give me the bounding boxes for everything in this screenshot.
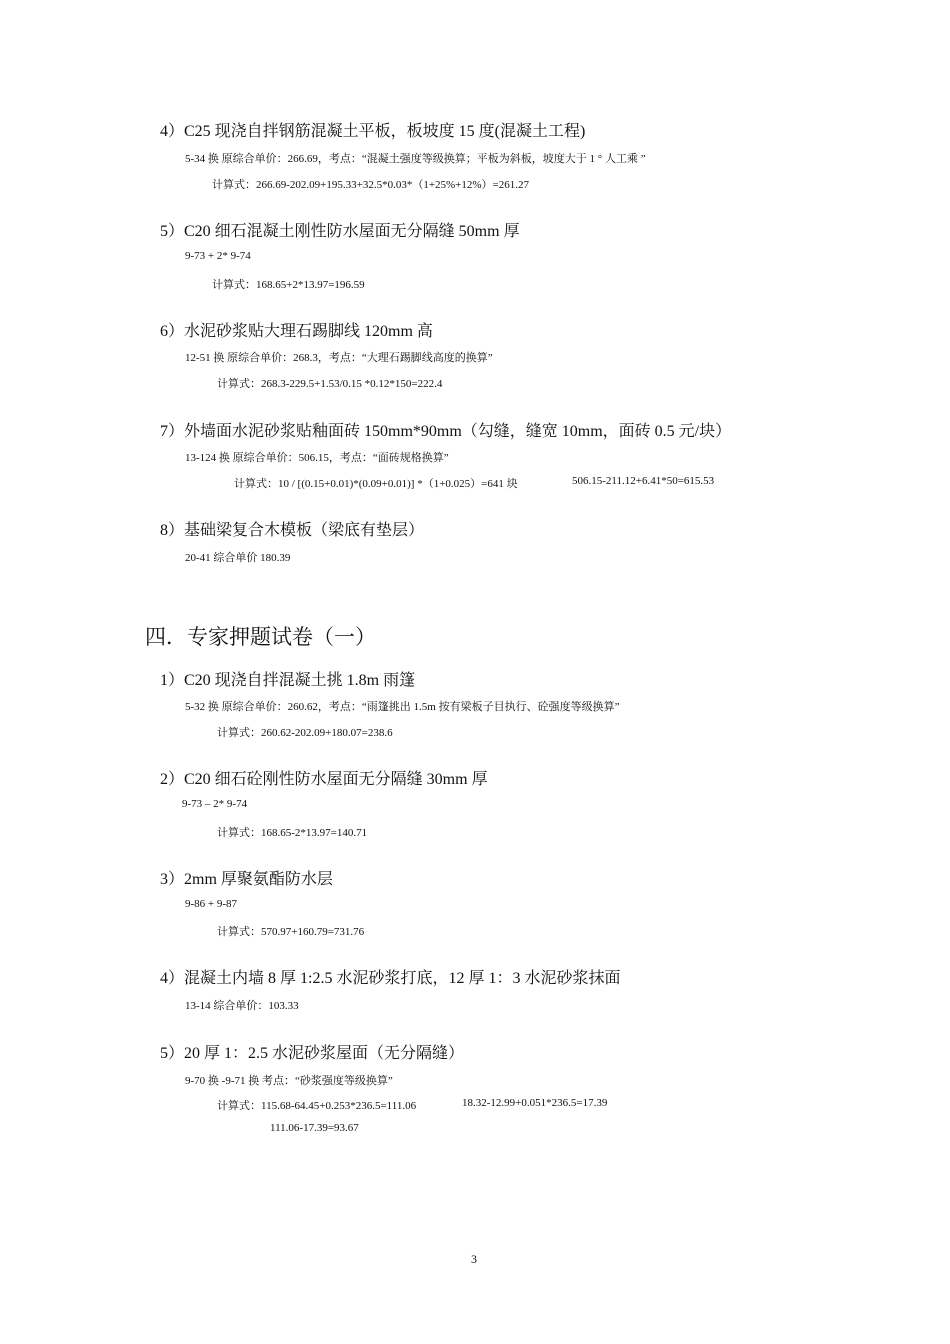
item-7-formula-a: 计算式：10 / [(0.15+0.01)*(0.09+0.01)] *（1+0.025）=641 块 [234, 478, 518, 490]
section-item-5-note: 9-70 换 -9-71 换 考点：“砂浆强度等级换算” [185, 1075, 393, 1087]
item-5-formula: 计算式：168.65+2*13.97=196.59 [212, 279, 365, 291]
section-item-4-note: 13-14 综合单价：103.33 [185, 1000, 299, 1012]
item-5-note: 9-73 + 2* 9-74 [185, 250, 251, 262]
item-4-note: 5-34 换 原综合单价：266.69，考点：“混凝土强度等级换算；平板为斜板，坡度大于 1 ° 人工乘 ” [185, 153, 646, 165]
section-item-2-note: 9-73 – 2* 9-74 [182, 798, 248, 810]
section-item-5-formula-a: 计算式：115.68-64.45+0.253*236.5=111.06 [217, 1100, 417, 1112]
item-8-note: 20-41 综合单价 180.39 [185, 552, 291, 564]
section-item-1-formula: 计算式：260.62-202.09+180.07=238.6 [217, 727, 393, 739]
item-7-note: 13-124 换 原综合单价：506.15，考点：“面砖规格换算” [185, 452, 449, 464]
section-item-1-note: 5-32 换 原综合单价：260.62，考点：“雨篷挑出 1.5m 按有梁板子目执行、砼强度等级换算” [185, 701, 620, 713]
item-4-title: 4）C25 现浇自拌钢筋混凝土平板，板坡度 15 度(混凝土工程) [160, 123, 586, 140]
section-item-3-note: 9-86 + 9-87 [185, 898, 238, 910]
item-8-title: 8）基础梁复合木模板（梁底有垫层） [160, 522, 425, 539]
section-item-3-title: 3）2mm 厚聚氨酯防水层 [160, 871, 333, 888]
section-item-4-title: 4）混凝土内墙 8 厚 1:2.5 水泥砂浆打底，12 厚 1：3 水泥砂浆抹面 [160, 970, 621, 987]
section-item-5-title: 5）20 厚 1：2.5 水泥砂浆屋面（无分隔缝） [160, 1045, 465, 1062]
item-7-formula-b: 506.15-211.12+6.41*50=615.53 [572, 475, 715, 487]
section-title: 四．专家押题试卷（一） [145, 625, 376, 649]
item-6-title: 6）水泥砂浆贴大理石踢脚线 120mm 高 [160, 323, 433, 340]
section-item-1-title: 1）C20 现浇自拌混凝土挑 1.8m 雨篷 [160, 672, 416, 689]
section-item-5-formula-b: 18.32-12.99+0.051*236.5=17.39 [462, 1097, 608, 1109]
page-number: 3 [471, 1252, 477, 1266]
section-item-2-formula: 计算式：168.65-2*13.97=140.71 [217, 827, 368, 839]
section-item-3-formula: 计算式：570.97+160.79=731.76 [217, 926, 365, 938]
item-4-formula: 计算式：266.69-202.09+195.33+32.5*0.03*（1+25%+12%）=261.27 [212, 179, 530, 191]
item-5-title: 5）C20 细石混凝土刚性防水屋面无分隔缝 50mm 厚 [160, 223, 520, 240]
item-6-formula: 计算式：268.3-229.5+1.53/0.15 *0.12*150=222.4 [217, 378, 443, 390]
item-6-note: 12-51 换 原综合单价：268.3，考点：“大理石踢脚线高度的换算” [185, 352, 493, 364]
section-item-5-result: 111.06-17.39=93.67 [270, 1122, 359, 1134]
section-item-2-title: 2）C20 细石砼刚性防水屋面无分隔缝 30mm 厚 [160, 771, 488, 788]
item-7-title: 7）外墙面水泥砂浆贴釉面砖 150mm*90mm（勾缝，缝宽 10mm，面砖 0.5 元/块） [160, 423, 732, 440]
